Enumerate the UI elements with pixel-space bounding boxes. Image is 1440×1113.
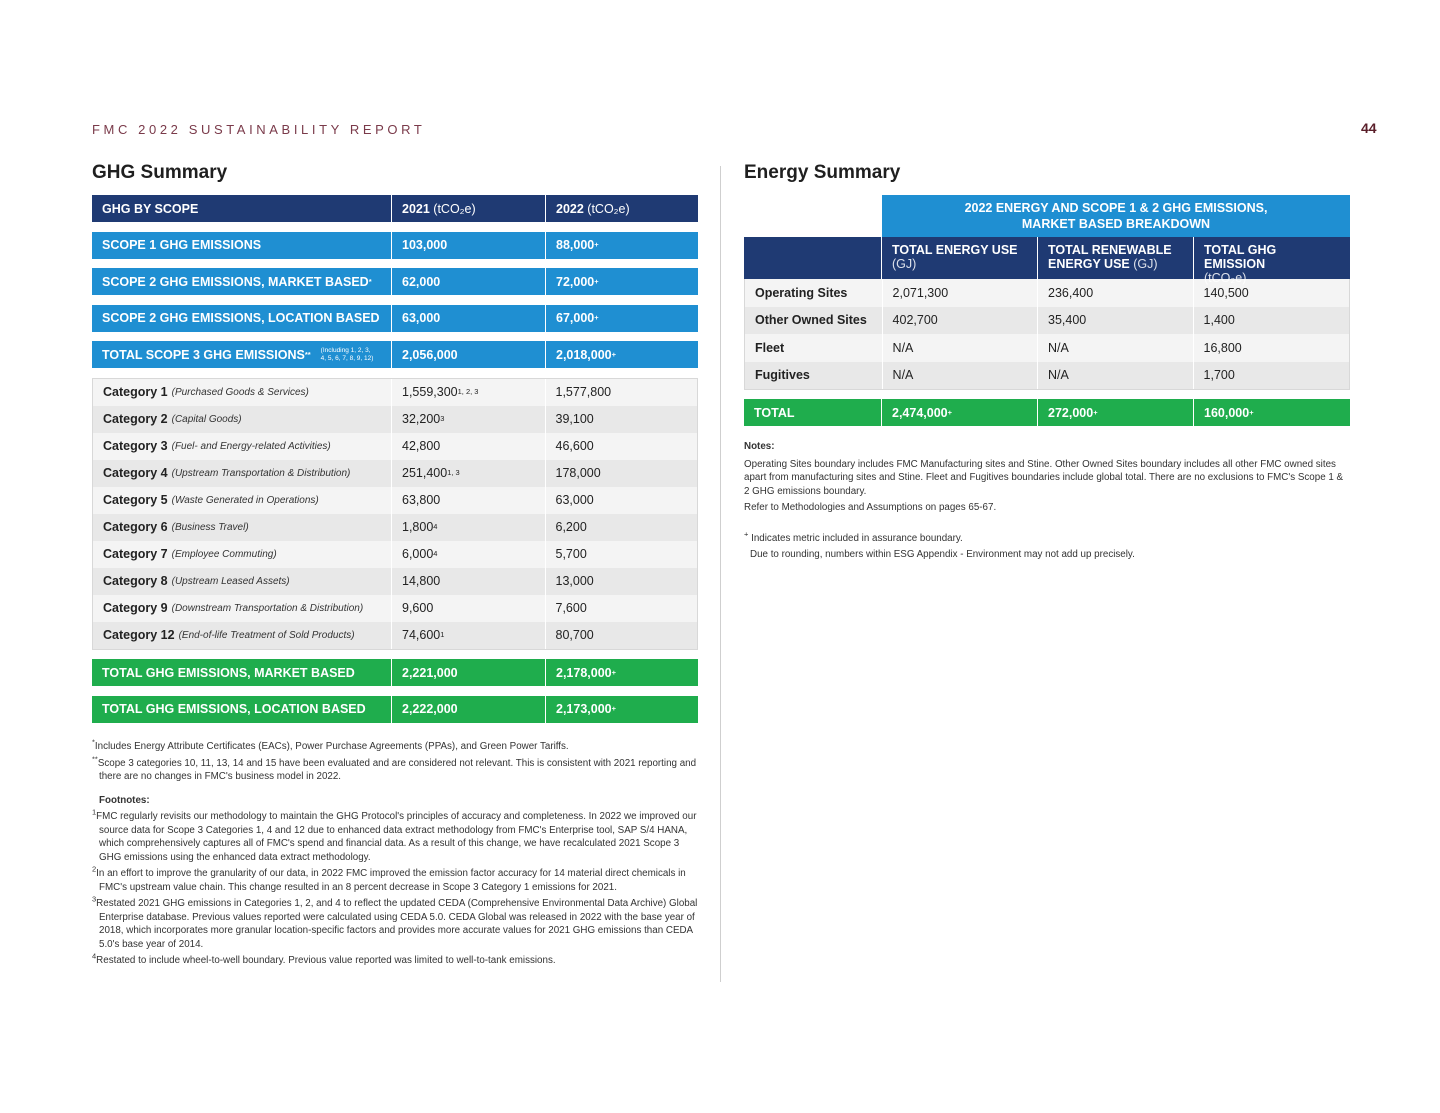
ghg-footnotes (92, 737, 698, 971)
category-2021: 14,800 (391, 568, 545, 595)
ghg-table-header-row (92, 195, 698, 222)
row-energy: N/A (882, 334, 1037, 362)
scope1-2022: 88,000 + (545, 232, 698, 259)
category-name: Category 6 (103, 520, 168, 534)
category-2021: 1,559,300 1, 2, 3 (391, 379, 545, 406)
row-energy: N/A (882, 362, 1037, 390)
category-name: Category 8 (103, 574, 168, 588)
row-name: Fugitives (755, 368, 810, 383)
category-desc: (Waste Generated in Operations) (171, 494, 319, 506)
scope2-market-row (92, 268, 698, 295)
total-market-row (92, 659, 698, 686)
total-location-label: TOTAL GHG EMISSIONS, LOCATION BASED (102, 702, 366, 716)
category-2022: 7,600 (545, 595, 698, 622)
category-2022: 178,000 (545, 460, 698, 487)
total-label: TOTAL (754, 405, 795, 420)
row-name: Operating Sites (755, 285, 848, 300)
category-2021: 251,400 1, 3 (391, 460, 545, 487)
energy-band-row (744, 195, 1350, 237)
category-2022: 1,577,800 (545, 379, 698, 406)
category-2021: 63,800 (391, 487, 545, 514)
row-ghg: 140,500 (1193, 279, 1349, 307)
header-2021: 2021 (tCO₂e) (391, 195, 545, 222)
scope2-market-2021: 62,000 (391, 268, 545, 295)
note-boundaries: Operating Sites boundary includes FMC Manufacturing sites and Stine. Other Owned Sites boundary includes all other FMC owned sites apart from manufacturing sites and Stine. Fleet and Fugitives boundaries include global total. There are no exclusions to FMC's Scope 1 & 2 GHG emissions boundary. (744, 458, 1344, 497)
row-name: Fleet (755, 340, 785, 355)
table-row (745, 334, 1349, 362)
category-row (93, 541, 697, 568)
header-total-ghg-emission: TOTAL GHG EMISSION (tCO₂e) (1193, 237, 1350, 279)
note-star1: *Includes Energy Attribute Certificates (EACs), Power Purchase Agreements (PPAs), and Green Power Tariffs. (92, 737, 569, 752)
total-market-label: TOTAL GHG EMISSIONS, MARKET BASED (102, 665, 355, 680)
category-2022: 46,600 (545, 433, 698, 460)
energy-notes (744, 440, 1344, 565)
table-row (745, 279, 1349, 307)
total-location-2021: 2,222,000 (391, 696, 545, 723)
footnote-2: $^2$In an effort to improve the granularity of our data, in 2022 FMC improved the emission factor accuracy for 14 material direct chemicals in FMC's upstream value chain. This change resulted in an 8 percent decrease in Scope 3 Category 1 emissions for 2021. (92, 864, 686, 893)
category-2022: 63,000 (545, 487, 698, 514)
category-2021: 6,000 4 (391, 541, 545, 568)
row-renewable: 35,400 (1037, 307, 1192, 335)
category-desc: (Upstream Transportation & Distribution) (171, 467, 351, 479)
category-name: Category 1 (103, 385, 168, 399)
scope2-location-row (92, 305, 698, 332)
page-number: 44 (1361, 120, 1377, 136)
energy-band-title: 2022 ENERGY AND SCOPE 1 & 2 GHG EMISSIONS, MARKET BASED BREAKDOWN (881, 195, 1350, 237)
energy-summary-title: Energy Summary (744, 162, 901, 183)
category-2022: 13,000 (545, 568, 698, 595)
energy-summary-table (744, 195, 1350, 426)
category-row (93, 460, 697, 487)
footnote-3: $^3$Restated 2021 GHG emissions in Categories 1, 2, and 4 to reflect the updated CEDA (Comprehensive Environmental Data Archive) Global Enterprise database. Previous values reported were calculated using CEDA 5.0. CEDA Global was released in 2022 with the base year of 2018, which incorporates more granular location-specific factors and provides more accurate values for 2021 GHG emissions than CEDA 5.0's base year of 2014. (92, 894, 698, 950)
total-ghg: 160,000 + (1193, 399, 1350, 426)
footnote-1: $^1$FMC regularly revisits our methodology to maintain the GHG Protocol's principles of accuracy and completeness. In 2022 we improved our source data for Scope 3 Categories 1, 4 and 12 due to enhanced data extract methodology from FMC's Enterprise tool, SAP S/4 HANA, which comprehensively captures all of FMC's spend and financial data. As a result of this change, we have recalculated 2021 Scope 3 GHG emissions using the enhanced data extract methodology. (92, 807, 697, 863)
total-renewable: 272,000 + (1037, 399, 1193, 426)
category-row (93, 514, 697, 541)
scope2-market-2022: 72,000 + (545, 268, 698, 295)
scope1-2021: 103,000 (391, 232, 545, 259)
total-energy: 2,474,000 + (881, 399, 1037, 426)
total-location-row (92, 696, 698, 723)
scope3-included-categories: (Including 1, 2, 3, 4, 5, 6, 7, 8, 9, 12) (320, 346, 374, 362)
scope3-total-2022: 2,018,000 + (545, 341, 698, 368)
row-renewable: 236,400 (1037, 279, 1192, 307)
note-rounding: Due to rounding, numbers within ESG Appendix - Environment may not add up precisely. (750, 549, 1135, 560)
row-renewable: N/A (1037, 334, 1192, 362)
ghg-summary-table (92, 195, 698, 723)
scope2-location-2022: 67,000 + (545, 305, 698, 332)
scope3-total-2021: 2,056,000 (391, 341, 545, 368)
category-2022: 6,200 (545, 514, 698, 541)
category-desc: (Employee Commuting) (171, 548, 277, 560)
category-2021: 74,600 1 (391, 622, 545, 649)
category-name: Category 3 (103, 439, 168, 453)
header-total-energy-use: TOTAL ENERGY USE (GJ) (881, 237, 1037, 279)
note-methodologies: Refer to Methodologies and Assumptions on pages 65-67. (744, 502, 997, 513)
header-ghg-by-scope: GHG BY SCOPE (102, 201, 199, 216)
scope3-total-row (92, 341, 698, 368)
row-energy: 402,700 (882, 307, 1037, 335)
row-energy: 2,071,300 (882, 279, 1037, 307)
total-market-2022: 2,178,000 + (545, 659, 698, 686)
category-name: Category 4 (103, 466, 168, 480)
row-name: Other Owned Sites (755, 313, 867, 328)
notes-heading: Notes: (744, 441, 775, 452)
category-desc: (Capital Goods) (171, 413, 242, 425)
category-2021: 32,200 3 (391, 406, 545, 433)
category-2022: 39,100 (545, 406, 698, 433)
category-row (93, 379, 697, 406)
total-location-2022: 2,173,000 + (545, 696, 698, 723)
column-divider (720, 166, 721, 982)
note-star2: **Scope 3 categories 10, 11, 13, 14 and 15 have been evaluated and are considered not relevant. This is consistent with 2021 reporting and there are no changes in FMC's business model in 2022. (92, 754, 697, 782)
row-renewable: N/A (1037, 362, 1192, 390)
category-desc: (Upstream Leased Assets) (171, 575, 290, 587)
scope1-row (92, 232, 698, 259)
footnote-4: $^4$Restated to include wheel-to-well boundary. Previous value reported was limited to well-to-tank emissions. (92, 951, 556, 966)
row-ghg: 16,800 (1193, 334, 1349, 362)
header-2022: 2022 (tCO₂e) (545, 195, 698, 222)
scope3-total-label: TOTAL SCOPE 3 GHG EMISSIONS ** (Including 1, 2, 3, 4, 5, 6, 7, 8, 9, 12) (102, 346, 374, 362)
footnotes-heading: Footnotes: (99, 794, 150, 806)
category-desc: (Fuel- and Energy-related Activities) (171, 440, 331, 452)
category-2021: 42,800 (391, 433, 545, 460)
category-desc: (End-of-life Treatment of Sold Products) (178, 629, 355, 641)
total-market-2021: 2,221,000 (391, 659, 545, 686)
row-ghg: 1,400 (1193, 307, 1349, 335)
category-name: Category 2 (103, 412, 168, 426)
category-row (93, 487, 697, 514)
category-desc: (Business Travel) (171, 521, 249, 533)
category-desc: (Downstream Transportation & Distribution) (171, 602, 364, 614)
category-row (93, 406, 697, 433)
category-desc: (Purchased Goods & Services) (171, 386, 309, 398)
category-row (93, 622, 697, 649)
category-name: Category 5 (103, 493, 168, 507)
category-name: Category 7 (103, 547, 168, 561)
scope2-location-2021: 63,000 (391, 305, 545, 332)
scope3-category-list (92, 378, 698, 650)
ghg-summary-title: GHG Summary (92, 162, 228, 183)
category-2021: 9,600 (391, 595, 545, 622)
scope2-market-label: SCOPE 2 GHG EMISSIONS, MARKET BASED * (102, 274, 372, 289)
header-total-renewable-energy: TOTAL RENEWABLE ENERGY USE (GJ) (1037, 237, 1193, 279)
category-row (93, 433, 697, 460)
category-2022: 80,700 (545, 622, 698, 649)
category-2022: 5,700 (545, 541, 698, 568)
category-name: Category 12 (103, 628, 175, 642)
scope1-label: SCOPE 1 GHG EMISSIONS (102, 238, 262, 252)
energy-header-row (744, 237, 1350, 285)
scope2-location-label: SCOPE 2 GHG EMISSIONS, LOCATION BASED (102, 311, 380, 325)
report-header-title: FMC 2022 SUSTAINABILITY REPORT (92, 122, 426, 137)
table-row (745, 307, 1349, 335)
category-row (93, 568, 697, 595)
table-row (745, 362, 1349, 390)
energy-body (744, 279, 1350, 390)
energy-total-row (744, 399, 1350, 426)
note-assurance: + Indicates metric included in assurance boundary. (744, 529, 963, 544)
category-name: Category 9 (103, 601, 168, 615)
row-ghg: 1,700 (1193, 362, 1349, 390)
category-2021: 1,800 4 (391, 514, 545, 541)
category-row (93, 595, 697, 622)
